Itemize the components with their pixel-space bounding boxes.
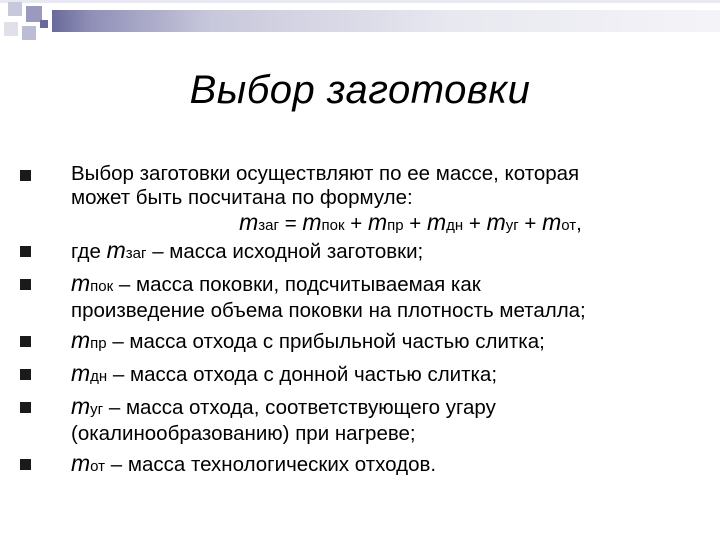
- list-item: mпок – масса поковки, подсчитываемая как произведение объема поковки на плотность металла;: [20, 271, 710, 323]
- list-item: mот – масса технологических отходов.: [20, 451, 710, 479]
- slide-title: Выбор заготовки: [189, 68, 531, 112]
- item-line: произведение объема поковки на плотность металла;: [71, 299, 586, 322]
- decor-square: [40, 20, 48, 28]
- decor-square: [22, 26, 36, 40]
- list-item: mуг – масса отхода, соответствующего угару (окалинообразованию) при нагреве;: [20, 394, 710, 446]
- bullet-square-icon: [20, 336, 31, 347]
- item-line: Выбор заготовки осуществляют по ее массе, которая: [71, 162, 580, 185]
- mass-formula: mзаг = mпок + mпр + mдн + mуг + mот,: [239, 209, 582, 235]
- bullet-square-icon: [20, 279, 31, 290]
- list-item: mдн – масса отхода с донной частью слитка;: [20, 361, 710, 389]
- decor-square: [8, 2, 22, 16]
- bullet-square-icon: [20, 170, 31, 181]
- decor-square: [4, 22, 18, 36]
- bullet-square-icon: [20, 402, 31, 413]
- list-item: mпр – масса отхода с прибыльной частью слитка;: [20, 328, 710, 356]
- list-item: где mзаг – масса исходной заготовки;: [20, 238, 710, 266]
- bullet-list: [20, 162, 710, 479]
- bullet-square-icon: [20, 369, 31, 380]
- header-decoration: [0, 0, 720, 46]
- list-item: [20, 162, 710, 238]
- bullet-square-icon: [20, 459, 31, 470]
- item-line: может быть посчитана по формуле:: [71, 186, 413, 209]
- item-line: (окалинообразованию) при нагреве;: [71, 422, 416, 445]
- decor-square: [0, 0, 720, 3]
- bullet-square-icon: [20, 246, 31, 257]
- decor-square: [52, 10, 720, 32]
